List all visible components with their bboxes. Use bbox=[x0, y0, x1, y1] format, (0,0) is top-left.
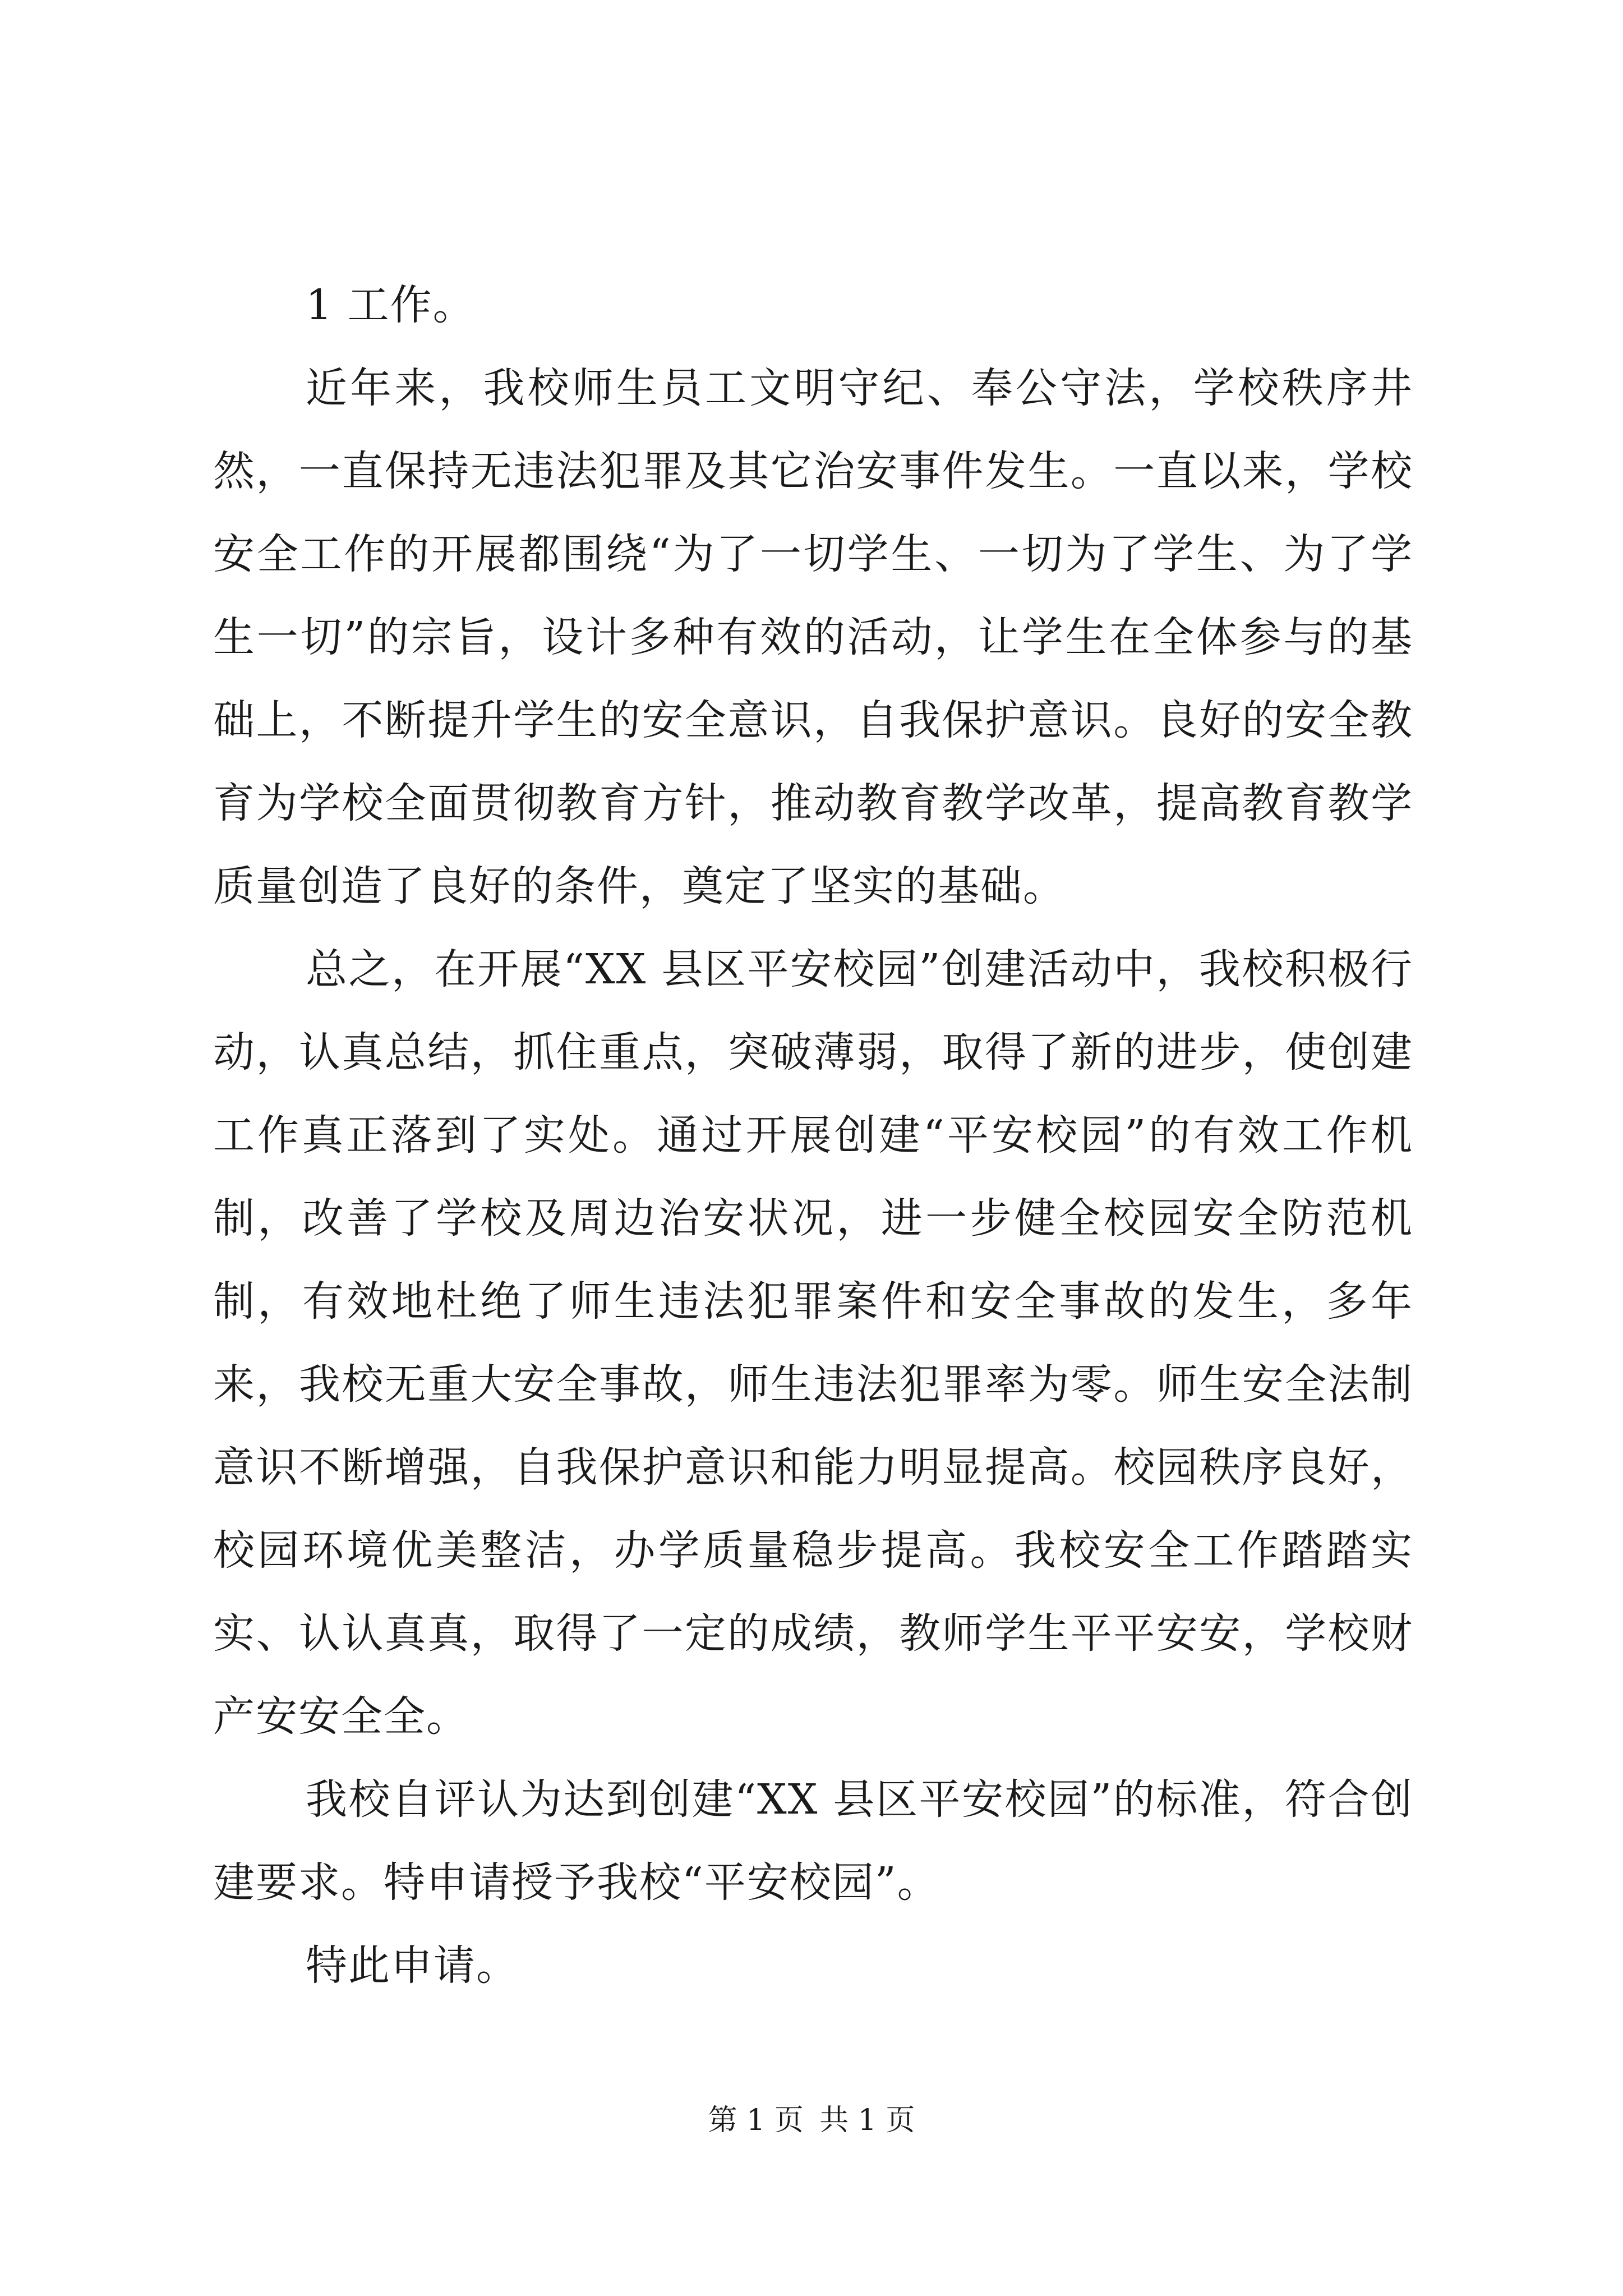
page-total: 共 1 页 bbox=[819, 2104, 915, 2137]
paragraph: 1 工作。 bbox=[306, 281, 476, 329]
page-number: 第 1 页 bbox=[708, 2104, 804, 2137]
paragraph: 特此申请。 bbox=[306, 1941, 519, 1990]
document-body bbox=[213, 264, 1413, 2007]
paragraph: 近年来，我校师生员工文明守纪、奉公守法，学校秩序井然，一直保持无违法犯罪及其它治安事件发生。一直以来，学校安全工作的开展都围绕“为了一切学生、一切为了学生、为了学生一切”的宗旨，设计多种有效的活动，让学生在全体参与的基础上，不断提升学生的安全意识，自我保护意识。良好的安全教育为学校全面贯彻教育方针，推动教育教学改革，提高教育教学质量创造了良好的条件，奠定了坚实的基础。 bbox=[213, 364, 1413, 910]
paragraph: 我校自评认为达到创建“XX 县区平安校园”的标准，符合创建要求。特申请授予我校“平安校园”。 bbox=[213, 1775, 1413, 1907]
paragraph: 总之，在开展“XX 县区平安校园”创建活动中，我校积极行动，认真总结，抓住重点，突破薄弱，取得了新的进步，使创建工作真正落到了实处。通过开展创建“平安校园”的有效工作机制，改善了学校及周边治安状况，进一步健全校园安全防范机制，有效地杜绝了师生违法犯罪案件和安全事故的发生，多年来，我校无重大安全事故，师生违法犯罪率为零。师生安全法制意识不断增强，自我保护意识和能力明显提高。校园秩序良好，校园环境优美整洁，办学质量稳步提高。我校安全工作踏踏实实、认认真真，取得了一定的成绩，教师学生平平安安，学校财产安安全全。 bbox=[213, 945, 1413, 1741]
page-footer bbox=[0, 2101, 1623, 2140]
